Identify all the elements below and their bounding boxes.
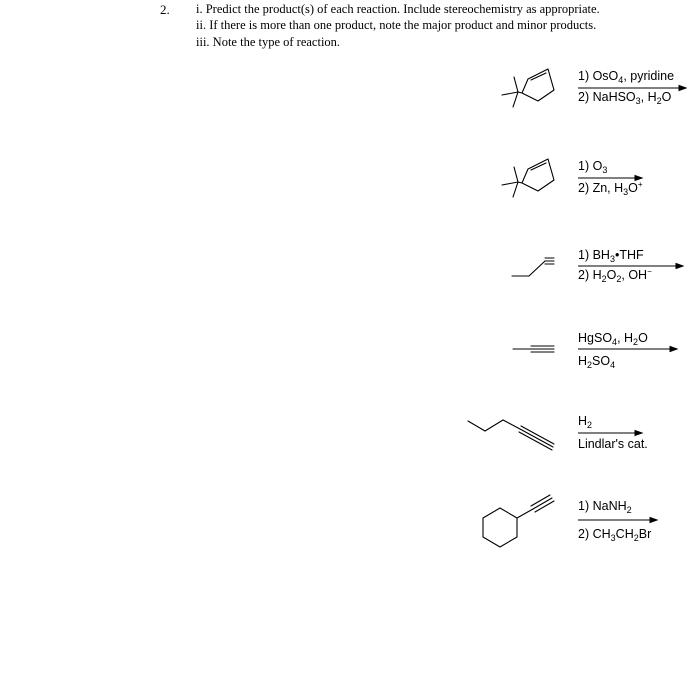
reaction-3-reagent-bottom: 2) $H_2O_2$, OH− <box>578 267 652 284</box>
reaction-4-reagent-top: HgSO$_4$, $H_2O$ <box>578 331 648 347</box>
reaction-5-reagent-bottom: Lindlar's cat. <box>578 437 648 451</box>
pentyne-structure <box>512 258 554 276</box>
reaction-arrow-4 <box>578 347 677 352</box>
propyne-structure <box>513 346 554 352</box>
ethynylcyclohexane-structure <box>483 495 554 547</box>
instruction-line-2: ii. If there is more than one product, note the major product and minor products. <box>196 18 597 32</box>
reaction-1-reagent-top: 1) OsO$_4$, pyridine <box>578 69 675 85</box>
reaction-5-reagent-top: $H_2$ <box>578 414 593 430</box>
instruction-line-3: iii. Note the type of reaction. <box>196 35 341 49</box>
question-number: 2. <box>160 2 170 17</box>
reaction-6-reagent-bottom: 2) $CH_3CH_2Br$ <box>578 527 652 543</box>
reaction-arrow-5 <box>578 431 642 436</box>
tert-butylcyclopentene-structure-1 <box>502 69 554 107</box>
reaction-2-reagent-top: 1) $O_3$ <box>578 159 608 175</box>
instruction-line-1: i. Predict the product(s) of each reaction. Include stereochemistry as appropriate. <box>196 2 600 16</box>
reaction-4-reagent-bottom: $H_2SO_4$ <box>578 354 616 370</box>
hexyne-structure <box>468 420 554 450</box>
reaction-arrow-2 <box>578 176 642 181</box>
reaction-arrow-6 <box>578 518 657 523</box>
reaction-1-reagent-bottom: 2) NaHSO$_3$, $H_2O$ <box>578 90 672 106</box>
reaction-3-reagent-top: 1) $BH_3•THF$ <box>578 248 644 264</box>
reaction-6-reagent-top: 1) NaNH$_2$ <box>578 499 632 515</box>
reaction-2-reagent-bottom: 2) Zn, $H_3O^+$ <box>578 180 643 197</box>
tert-butylcyclopentene-structure-2 <box>502 159 554 197</box>
